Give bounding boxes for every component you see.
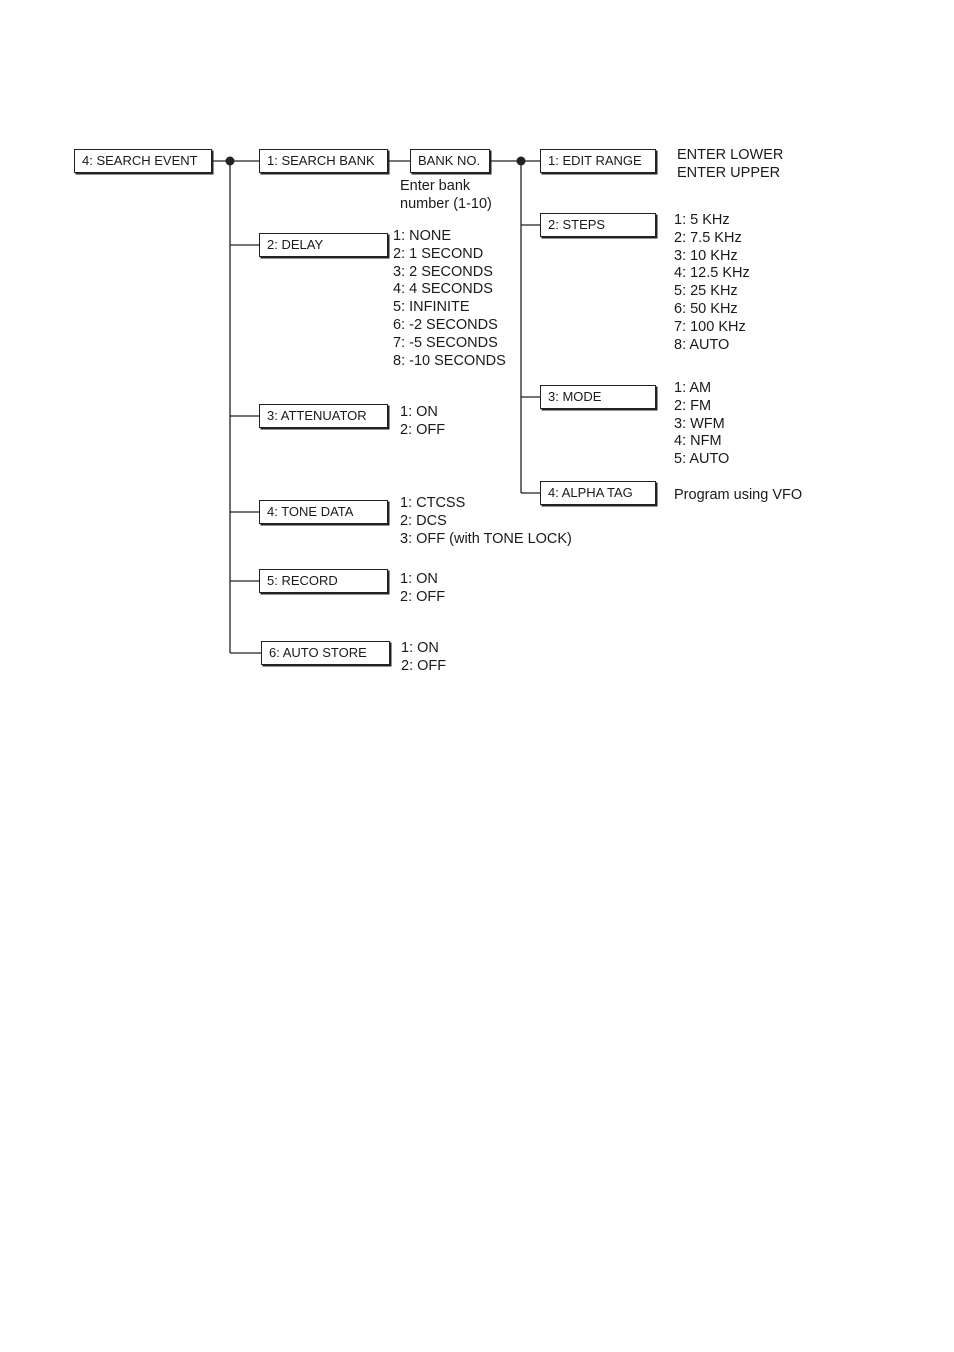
steps-option: 5: 25 KHz	[674, 283, 738, 300]
delay-option: 8: -10 SECONDS	[393, 352, 506, 369]
mode-option: 3: WFM	[674, 415, 725, 432]
attenuator-option: 1: ON	[400, 404, 438, 420]
steps-option: 2: 7.5 KHz	[674, 229, 742, 246]
mode-options	[674, 380, 729, 469]
alpha-tag-box: 4: ALPHA TAG	[540, 481, 656, 505]
search-event-box: 4: SEARCH EVENT	[74, 149, 212, 173]
bank-note	[400, 178, 492, 214]
tone-data-option: 2: DCS	[400, 512, 447, 529]
edit-range-box: 1: EDIT RANGE	[540, 149, 656, 173]
delay-option: 4: 4 SECONDS	[393, 281, 493, 298]
record-options	[400, 571, 445, 607]
delay-box: 2: DELAY	[259, 233, 388, 257]
delay-option: 3: 2 SECONDS	[393, 263, 493, 280]
steps-option: 7: 100 KHz	[674, 318, 746, 335]
steps-option: 1: 5 KHz	[674, 212, 730, 228]
search-bank-box: 1: SEARCH BANK	[259, 149, 388, 173]
alpha-tag-note: Program using VFO	[674, 487, 803, 503]
steps-option: 3: 10 KHz	[674, 247, 738, 264]
mode-option: 5: AUTO	[674, 451, 730, 468]
bank-no-box: BANK NO.	[410, 149, 490, 173]
delay-option: 5: INFINITE	[393, 299, 470, 316]
attenuator-options	[400, 404, 445, 440]
bank-note-line: Enter bank	[400, 178, 471, 194]
steps-options	[674, 212, 750, 354]
junction-dot	[226, 157, 235, 166]
delay-option: 1: NONE	[393, 228, 452, 244]
delay-option: 7: -5 SECONDS	[393, 334, 498, 351]
auto-store-box: 6: AUTO STORE	[261, 641, 390, 665]
delay-option: 6: -2 SECONDS	[393, 316, 498, 333]
tone-data-option: 1: CTCSS	[400, 495, 466, 511]
auto-store-option: 2: OFF	[401, 657, 447, 674]
mode-box: 3: MODE	[540, 385, 656, 409]
delay-option: 2: 1 SECOND	[393, 245, 484, 262]
steps-option: 8: AUTO	[674, 336, 730, 353]
tone-data-options	[400, 495, 572, 548]
edit-range-note-line: ENTER LOWER	[677, 147, 784, 163]
steps-option: 4: 12.5 KHz	[674, 265, 750, 282]
auto-store-options	[401, 640, 446, 676]
steps-option: 6: 50 KHz	[674, 300, 738, 317]
steps-box: 2: STEPS	[540, 213, 656, 237]
junction-dot	[517, 157, 526, 166]
edit-range-note	[677, 147, 783, 183]
mode-option: 4: NFM	[674, 433, 722, 450]
edit-range-note-line: ENTER UPPER	[677, 164, 781, 181]
record-option: 2: OFF	[400, 588, 446, 605]
auto-store-option: 1: ON	[401, 640, 439, 656]
record-option: 1: ON	[400, 571, 438, 587]
attenuator-option: 2: OFF	[400, 421, 446, 438]
tone-data-box: 4: TONE DATA	[259, 500, 388, 524]
mode-option: 2: FM	[674, 397, 712, 414]
delay-options	[393, 228, 506, 370]
attenuator-box: 3: ATTENUATOR	[259, 404, 388, 428]
bank-note-line: number (1-10)	[400, 195, 492, 212]
tone-data-option: 3: OFF (with TONE LOCK)	[400, 530, 572, 547]
record-box: 5: RECORD	[259, 569, 388, 593]
mode-option: 1: AM	[674, 380, 712, 396]
